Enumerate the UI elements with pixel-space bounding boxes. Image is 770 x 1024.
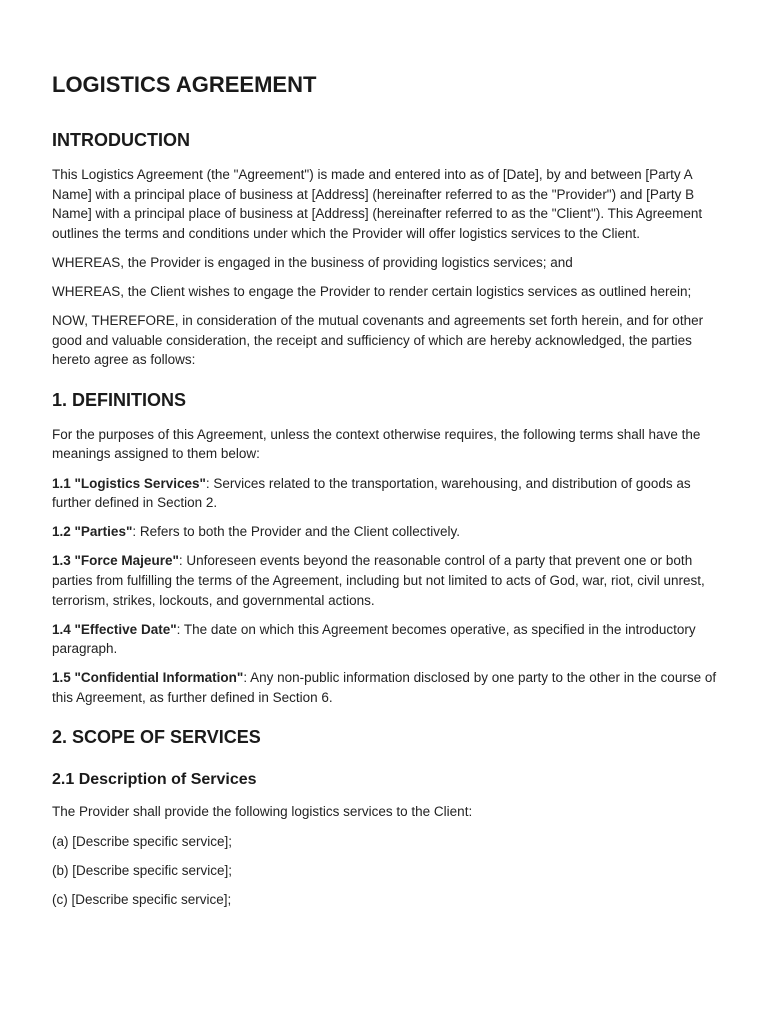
definitions-heading: 1. DEFINITIONS: [52, 389, 187, 410]
whereas-provider-paragraph: WHEREAS, the Provider is engaged in the business of providing logistics services; and: [52, 254, 573, 270]
definition-text: : Services related to the transportation, warehousing, and distribution of goods as further defined in Section 2.: [52, 475, 691, 511]
definition-term: 1.3 "Force Majeure": [52, 553, 179, 569]
scope-heading: 2. SCOPE OF SERVICES: [52, 727, 261, 748]
definition-item: [52, 474, 724, 513]
service-item: (c) [Describe specific service];: [52, 891, 232, 907]
definition-text: : Any non-public information disclosed by one party to the other in the course of this Agreement, as further defined in Section 6.: [52, 670, 717, 705]
definition-term: 1.2 "Parties": [52, 524, 133, 540]
service-item: (b) [Describe specific service];: [52, 862, 233, 878]
definition-term: 1.1 "Logistics Services": [52, 475, 206, 491]
definition-item: [52, 522, 724, 542]
definition-term: 1.4 "Effective Date": [52, 621, 177, 637]
introduction-paragraph: This Logistics Agreement (the "Agreement") is made and entered into as of [Date], by and between [Party A Name] with a principal place of business at [Address] (hereinafter referred to as the "Provider") and [Party B Name] with a principal place of business at [Address] (hereinafter referred to as the "Client"). This Agreement outlines the terms and conditions under which the Provider will offer logistics services to the Client.: [52, 167, 703, 241]
document-title: LOGISTICS AGREEMENT: [52, 72, 317, 97]
scope-intro: The Provider shall provide the following logistics services to the Client:: [52, 804, 473, 820]
definition-text: : The date on which this Agreement becomes operative, as specified in the introductory paragraph.: [52, 621, 696, 657]
introduction-heading: INTRODUCTION: [52, 130, 190, 150]
definitions-intro: For the purposes of this Agreement, unless the context otherwise requires, the following terms shall have the meanings assigned to them below:: [52, 426, 701, 462]
now-therefore-paragraph: NOW, THEREFORE, in consideration of the mutual covenants and agreements set forth herein, and for other good and valuable consideration, the receipt and sufficiency of which are hereby acknowledged, the parties hereto agree as follows:: [52, 313, 704, 368]
document-page: [52, 70, 724, 919]
definition-item: [52, 551, 724, 610]
definition-text: : Unforeseen events beyond the reasonable control of a party that prevent one or both parties from fulfilling the terms of the Agreement, including but not limited to acts of God, war, riot, civil unrest, terrorism, strikes, lockouts, and governmental actions.: [52, 553, 705, 608]
scope-subheading: 2.1 Description of Services: [52, 771, 257, 789]
definition-text: : Refers to both the Provider and the Client collectively.: [132, 524, 461, 540]
definition-term: 1.5 "Confidential Information": [52, 670, 244, 686]
definition-item: [52, 668, 724, 707]
whereas-client-paragraph: WHEREAS, the Client wishes to engage the Provider to render certain logistics services as outlined herein;: [52, 283, 692, 299]
service-item: (a) [Describe specific service];: [52, 833, 233, 849]
definition-item: [52, 620, 724, 659]
